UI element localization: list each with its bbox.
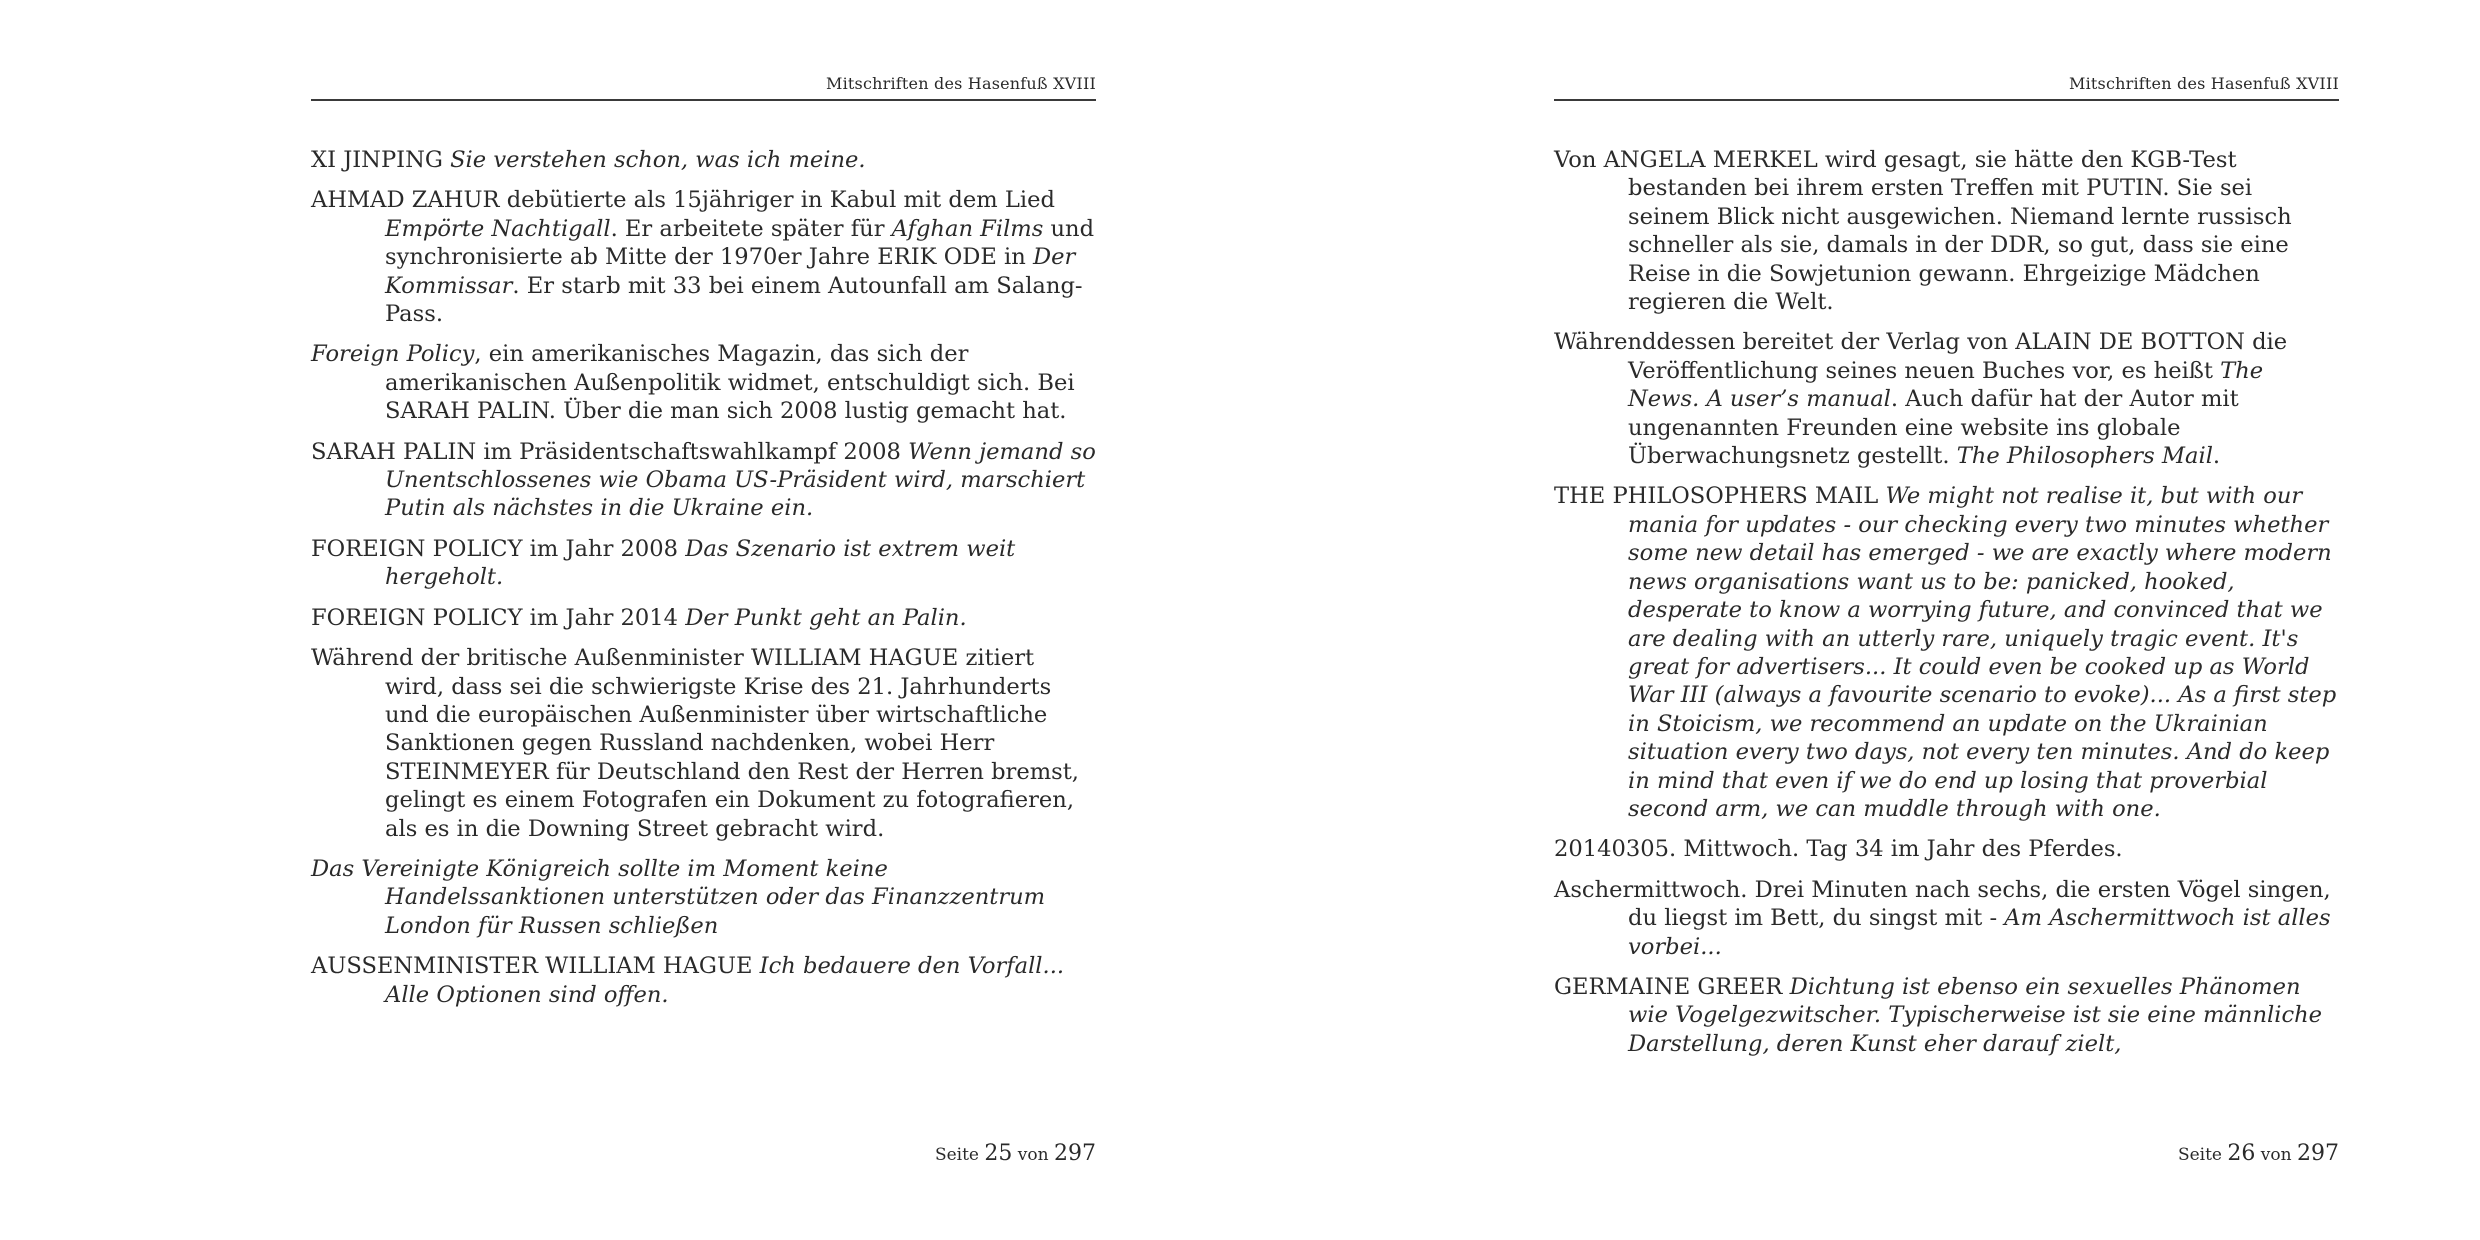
italic-text: Der Punkt geht an Palin.: [685, 604, 967, 631]
text-run: FOREIGN POLICY im Jahr 2008: [311, 535, 686, 562]
text-run: . Er starb mit 33 bei einem Autounfall am Salang-Pass.: [385, 272, 1083, 328]
text-run: und synchronisierte ab Mitte der 1970er Jahre ERIK ODE in: [385, 215, 1095, 271]
italic-text: Am Aschermittwoch ist alles vorbei...: [1628, 905, 2331, 960]
paragraph: [311, 438, 1096, 523]
italic-text: Wenn jemand so Unentschlossenes wie Obama US-Präsident wird, marschiert Putin als nächstes in die Ukraine ein.: [385, 438, 1096, 522]
running-head: Mitschriften des Hasenfuß XVIII: [311, 74, 1096, 101]
paragraph: [311, 186, 1096, 328]
text-run: .: [2212, 443, 2221, 470]
page-footer: [935, 1141, 1096, 1166]
italic-text: The News. A user’s manual: [1628, 357, 2264, 413]
paragraph: [1554, 146, 2339, 316]
text-run: Aschermittwoch. Drei Minuten nach sechs, die ersten Vögel singen, du liegst im Bett, du singst mit -: [1554, 876, 2331, 932]
paragraph: [1554, 835, 2339, 863]
italic-text: Das Vereinigte Königreich sollte im Moment keine Handelssanktionen unterstützen oder das Finanzzentrum London für Russen schließen: [311, 855, 1046, 939]
italic-text: Dichtung ist ebenso ein sexuelles Phänomen wie Vogelgezwitscher. Typischerweise ist sie eine männliche Darstellung, deren Kunst eher darauf zielt,: [1628, 973, 2323, 1057]
paragraph: [311, 340, 1096, 425]
text-run: SARAH PALIN im Präsidentschaftswahlkampf 2008: [311, 438, 909, 465]
paragraph: [311, 146, 1096, 174]
italic-text: Das Szenario ist extrem weit hergeholt.: [385, 535, 1016, 591]
text-run: AHMAD ZAHUR debütierte als 15jähriger in Kabul mit dem Lied: [311, 187, 1055, 214]
left-page: [311, 0, 1096, 1240]
text-run: GERMAINE GREER: [1554, 973, 1790, 1000]
text-run: Von ANGELA MERKEL wird gesagt, sie hätte den KGB-Test bestanden bei ihrem ersten Treffen mit PUTIN. Sie sei seinem Blick nicht ausgewichen. Niemand lernte russisch schneller als sie, damals in der DDR, so gut, dass sie eine Reise in die Sowjetunion gewann. Ehrgeizige Mädchen regieren die Welt.: [1554, 147, 2292, 316]
italic-text: Afghan Films: [891, 215, 1044, 242]
running-head: Mitschriften des Hasenfuß XVIII: [1554, 74, 2339, 101]
paragraph: [311, 535, 1096, 592]
text-run: Während der britische Außenminister WILLIAM HAGUE zitiert wird, dass sei die schwierigste Krise des 21. Jahrhunderts und die europäischen Außenminister über wirtschaftliche Sanktionen gegen Russland nachdenken, wobei Herr STEINMEYER für Deutschland den Rest der Herren bremst, gelingt es einem Fotografen ein Dokument zu fotografieren, als es in die Downing Street gebracht wird.: [311, 645, 1079, 842]
paragraph: [1554, 973, 2339, 1058]
text-run: FOREIGN POLICY im Jahr 2014: [311, 604, 686, 631]
page-number: 25: [984, 1141, 1013, 1166]
paragraph: [1554, 482, 2339, 823]
paragraph: [311, 855, 1096, 940]
page-content: [1554, 146, 2339, 1070]
paragraph: [311, 604, 1096, 632]
text-run: Währenddessen bereitet der Verlag von ALAIN DE BOTTON die Veröffentlichung seines neuen Buches vor, es heißt: [1554, 329, 2288, 384]
italic-text: We might not realise it, but with our mania for updates - our checking every two minutes whether some new detail has emerged - we are exactly where modern news organisations want us to be: panicked, hooked, desperate to know a worrying future, and convinced that we are dealing with an utterly rare, uniquely tragic event. It's great for advertisers... It could even be cooked up as World War III (always a favourite scenario to evoke)... As a first step in Stoicism, we recommend an update on the Ukrainian situation every two days, not every ten minutes. And do keep in mind that even if we do end up losing that proverbial second arm, we can muddle through with one.: [1628, 483, 2337, 822]
page-total: 297: [1054, 1141, 1096, 1166]
italic-text: The Philosophers Mail: [1956, 443, 2213, 470]
text-run: . Auch dafür hat der Autor mit ungenannten Freunden eine website ins globale Überwachungsnetz gestellt.: [1628, 386, 2239, 470]
page-footer: [2178, 1141, 2339, 1166]
page-content: [311, 146, 1096, 1021]
footer-mid: von: [1017, 1145, 1049, 1165]
right-page: [1554, 0, 2339, 1240]
italic-text: Foreign Policy: [311, 341, 475, 368]
text-run: , ein amerikanisches Magazin, das sich der amerikanischen Außenpolitik widmet, entschuldigt sich. Bei SARAH PALIN. Über die man sich 2008 lustig gemacht hat.: [385, 341, 1075, 425]
paragraph: [311, 952, 1096, 1009]
paragraph: [1554, 876, 2339, 961]
paragraph: [1554, 328, 2339, 470]
footer-prefix: Seite: [934, 1145, 979, 1165]
italic-text: Sie verstehen schon, was ich meine.: [450, 147, 866, 173]
italic-text: Der Kommissar: [385, 244, 1076, 299]
text-run: . Er arbeitete später für: [610, 215, 892, 242]
footer-mid: von: [2260, 1145, 2292, 1165]
page-total: 297: [2297, 1141, 2339, 1166]
text-run: 20140305. Mittwoch. Tag 34 im Jahr des Pferdes.: [1554, 836, 2123, 863]
page-number: 26: [2227, 1141, 2256, 1166]
text-run: THE PHILOSOPHERS MAIL: [1554, 483, 1886, 510]
footer-prefix: Seite: [2177, 1145, 2222, 1165]
italic-text: Empörte Nachtigall: [385, 215, 611, 242]
paragraph: [311, 644, 1096, 843]
text-run: XI JINPING: [311, 147, 451, 173]
italic-text: Ich bedauere den Vorfall... Alle Optionen sind offen.: [385, 953, 1065, 1008]
text-run: AUSSENMINISTER WILLIAM HAGUE: [311, 953, 760, 980]
